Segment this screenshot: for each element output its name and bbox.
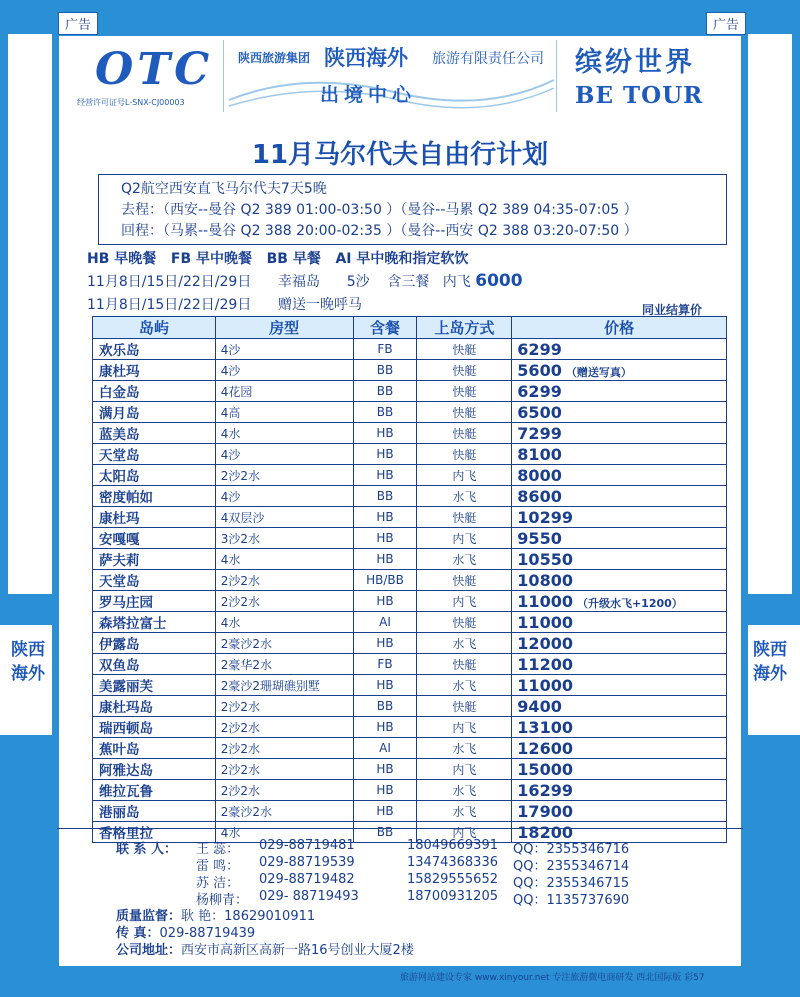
price-value: 13100 (517, 717, 573, 737)
contact-name: 雷 鸣： (196, 859, 240, 874)
table-row (93, 675, 727, 696)
transfer-cell: 快艇 (417, 696, 512, 717)
price-cell (512, 801, 727, 822)
price-value: 12000 (517, 633, 573, 653)
table-header-row (93, 317, 727, 339)
price-value: 12600 (517, 738, 573, 758)
meal-cell: HB (353, 591, 417, 612)
transfer-cell: 水飞 (417, 780, 512, 801)
price-value: 10800 (517, 570, 573, 590)
meal-cell: BB (353, 402, 417, 423)
table-row (93, 381, 727, 402)
price-cell (512, 465, 727, 486)
price-cell (512, 738, 727, 759)
transfer-cell: 内飞 (417, 465, 512, 486)
meal-cell: FB (353, 654, 417, 675)
price-cell (512, 444, 727, 465)
contact-mobile: 18700931205 (407, 889, 498, 904)
side-label-left: 陕西海外 (11, 640, 45, 684)
room-cell: 2沙2水 (215, 780, 353, 801)
transfer-cell: 水飞 (417, 633, 512, 654)
room-cell: 4沙 (215, 444, 353, 465)
price-table (92, 316, 727, 843)
table-row (93, 444, 727, 465)
ad-label-right: 广告 (706, 12, 746, 35)
room-cell: 4花园 (215, 381, 353, 402)
island-cell: 维拉瓦鲁 (93, 780, 216, 801)
price-cell (512, 696, 727, 717)
meal-cell: HB (353, 549, 417, 570)
price-cell (512, 675, 727, 696)
island-cell: 伊露岛 (93, 633, 216, 654)
room-cell: 4沙 (215, 339, 353, 360)
flight-summary: Q2航空西安直飞马尔代夫7天5晚 (121, 181, 327, 197)
meal-cell: HB/BB (353, 570, 417, 591)
table-row (93, 654, 727, 675)
island-cell: 安嘎嘎 (93, 528, 216, 549)
license-number: 经营许可证号L-SNX-CJ00003 (77, 98, 185, 107)
transfer-cell: 快艇 (417, 570, 512, 591)
left-side-panel (8, 34, 52, 594)
room-cell: 2豪沙2珊瑚礁别墅 (215, 675, 353, 696)
room-cell: 2豪沙2水 (215, 633, 353, 654)
room-cell: 4双层沙 (215, 507, 353, 528)
price-cell (512, 402, 727, 423)
price-cell (512, 507, 727, 528)
return-flight: 回程：（马累--曼谷 Q2 388 20:00-02:35 ）（曼谷--西安 Q2 388 03:20-07:50 ） (121, 223, 638, 239)
contact-qq: QQ：2355346716 (513, 842, 630, 857)
room-cell: 4水 (215, 822, 353, 843)
island-cell: 美露丽芙 (93, 675, 216, 696)
price-value: 6299 (517, 381, 562, 401)
ad-label-left: 广告 (58, 12, 98, 35)
group-name: 陕西旅游集团 (238, 51, 311, 65)
table-row (93, 759, 727, 780)
departure-offer-1 (87, 271, 523, 291)
table-row (93, 591, 727, 612)
table-row (93, 801, 727, 822)
price-cell (512, 423, 727, 444)
price-cell (512, 633, 727, 654)
footer: 旅游网站建设专家 www.xinyour.net 专注旅游微电商研发 西北国际版 彩57 (400, 973, 705, 983)
room-cell: 2沙2水 (215, 696, 353, 717)
room-cell: 4沙 (215, 486, 353, 507)
transfer-cell: 快艇 (417, 423, 512, 444)
transfer-cell: 快艇 (417, 402, 512, 423)
transfer-cell: 内飞 (417, 591, 512, 612)
meal-cell: HB (353, 423, 417, 444)
table-row (93, 612, 727, 633)
price-value: 16299 (517, 780, 573, 800)
table-row (93, 738, 727, 759)
table-row (93, 696, 727, 717)
contact-mobile: 13474368336 (407, 855, 498, 870)
quality-supervision: 质量监督：耿 艳：18629010911 (116, 909, 316, 924)
room-cell: 2沙2水 (215, 570, 353, 591)
room-cell: 4高 (215, 402, 353, 423)
price-cell (512, 570, 727, 591)
table-row (93, 633, 727, 654)
price-cell (512, 612, 727, 633)
header-room: 房型 (215, 317, 353, 339)
meal-cell: BB (353, 696, 417, 717)
room-cell: 2豪华2水 (215, 654, 353, 675)
price-value: 8100 (517, 444, 562, 464)
meal-cell: HB (353, 507, 417, 528)
price-value: 6299 (517, 339, 562, 359)
table-row (93, 402, 727, 423)
island-cell: 天堂岛 (93, 444, 216, 465)
fax: 传 真：029-88719439 (116, 926, 256, 941)
island-cell: 满月岛 (93, 402, 216, 423)
island-cell: 康杜玛 (93, 507, 216, 528)
price-cell (512, 360, 727, 381)
room-cell: 4水 (215, 612, 353, 633)
island-cell: 港丽岛 (93, 801, 216, 822)
meal-cell: HB (353, 633, 417, 654)
table-row (93, 465, 727, 486)
meal-cell: HB (353, 528, 417, 549)
transfer-cell: 水飞 (417, 801, 512, 822)
room-cell: 2沙2水 (215, 465, 353, 486)
price-value: 15000 (517, 759, 573, 779)
transfer-cell: 快艇 (417, 360, 512, 381)
transfer-cell: 快艇 (417, 507, 512, 528)
price-cell (512, 717, 727, 738)
transfer-cell: 内飞 (417, 717, 512, 738)
price-value: 10299 (517, 507, 573, 527)
transfer-cell: 内飞 (417, 528, 512, 549)
transfer-cell: 水飞 (417, 549, 512, 570)
island-cell: 天堂岛 (93, 570, 216, 591)
contact-mobile: 18049669391 (407, 838, 498, 853)
right-side-panel (748, 34, 792, 594)
contact-qq: QQ：2355346715 (513, 876, 630, 891)
departure-offer-text: 11月8日/15日/22日/29日 幸福岛 5沙 含三餐 内飞 (87, 274, 476, 290)
price-value: 9550 (517, 528, 562, 548)
header-island: 岛屿 (93, 317, 216, 339)
contact-label: 联 系 人： (116, 842, 178, 857)
price-value: 11000 (517, 591, 573, 611)
room-cell: 4水 (215, 423, 353, 444)
contact-qq: QQ：1135737690 (513, 893, 630, 908)
island-cell: 欢乐岛 (93, 339, 216, 360)
table-row (93, 528, 727, 549)
price-cell (512, 759, 727, 780)
table-row (93, 507, 727, 528)
price-value: 11200 (517, 654, 573, 674)
price-cell (512, 486, 727, 507)
room-cell: 3沙2水 (215, 528, 353, 549)
contact-phone: 029- 88719493 (259, 889, 359, 904)
island-cell: 双鱼岛 (93, 654, 216, 675)
island-cell: 森塔拉富士 (93, 612, 216, 633)
room-cell: 2沙2水 (215, 738, 353, 759)
contact-section (57, 828, 743, 962)
transfer-cell: 水飞 (417, 738, 512, 759)
meal-cell: HB (353, 465, 417, 486)
island-cell: 白金岛 (93, 381, 216, 402)
room-cell: 2沙2水 (215, 717, 353, 738)
transfer-cell: 水飞 (417, 675, 512, 696)
contact-name: 苏 洁： (196, 876, 240, 891)
transfer-cell: 快艇 (417, 444, 512, 465)
price-note: （赠送写真） (565, 365, 632, 379)
transfer-cell: 快艇 (417, 381, 512, 402)
side-label-right: 陕西海外 (753, 640, 787, 684)
header-price: 价格 (512, 317, 727, 339)
table-row (93, 570, 727, 591)
contact-name: 王 蕊： (196, 842, 240, 857)
price-cell (512, 339, 727, 360)
header (57, 34, 743, 120)
price-value: 6500 (517, 402, 562, 422)
price-value: 10550 (517, 549, 573, 569)
island-cell: 阿雅达岛 (93, 759, 216, 780)
table-row (93, 717, 727, 738)
room-cell: 2豪沙2水 (215, 801, 353, 822)
price-value: 17900 (517, 801, 573, 821)
room-cell: 4沙 (215, 360, 353, 381)
page-title: 11月马尔代夫自由行计划 (251, 140, 549, 170)
price-value: 11000 (517, 675, 573, 695)
departure-offer-price: 6000 (475, 271, 523, 291)
transfer-cell: 快艇 (417, 339, 512, 360)
meal-cell: BB (353, 486, 417, 507)
island-cell: 瑞西顿岛 (93, 717, 216, 738)
table-row (93, 339, 727, 360)
meal-legend: HB 早晚餐 FB 早中晚餐 BB 早餐 AI 早中晚和指定软饮 (87, 251, 469, 267)
contact-name: 杨柳青： (196, 893, 249, 908)
price-cell (512, 528, 727, 549)
header-transfer: 上岛方式 (417, 317, 512, 339)
outbound-flight: 去程：（西安--曼谷 Q2 389 01:00-03:50 ）（曼谷--马累 Q2 389 04:35-07:05 ） (121, 202, 638, 218)
meal-cell: HB (353, 801, 417, 822)
island-cell: 康杜玛 (93, 360, 216, 381)
contact-phone: 029-88719481 (259, 838, 355, 853)
peer-price-label: 同业结算价 (642, 303, 703, 317)
price-cell (512, 591, 727, 612)
department-name: 出境中心 (320, 84, 417, 106)
brand-english: BE TOUR (575, 82, 704, 109)
header-meal: 含餐 (353, 317, 417, 339)
contact-qq: QQ：2355346714 (513, 859, 630, 874)
price-value: 11000 (517, 612, 573, 632)
price-cell (512, 549, 727, 570)
price-value: 7299 (517, 423, 562, 443)
room-cell: 2沙2水 (215, 591, 353, 612)
table-row (93, 780, 727, 801)
transfer-cell: 内飞 (417, 759, 512, 780)
price-value: 5600 (517, 360, 562, 380)
meal-cell: BB (353, 822, 417, 843)
brand-chinese: 缤纷世界 (575, 47, 695, 78)
meal-cell: AI (353, 738, 417, 759)
company-name: 陕西海外 (324, 45, 408, 70)
contact-phone: 029-88719539 (259, 855, 355, 870)
company-banner (223, 40, 557, 112)
transfer-cell: 快艇 (417, 654, 512, 675)
price-value: 8000 (517, 465, 562, 485)
island-cell: 密度帕如 (93, 486, 216, 507)
island-cell: 太阳岛 (93, 465, 216, 486)
table-row (93, 549, 727, 570)
company-suffix: 旅游有限责任公司 (432, 51, 544, 67)
room-cell: 4水 (215, 549, 353, 570)
price-cell (512, 780, 727, 801)
meal-cell: HB (353, 717, 417, 738)
contact-phone: 029-88719482 (259, 872, 355, 887)
meal-cell: HB (353, 759, 417, 780)
meal-cell: BB (353, 360, 417, 381)
table-row (93, 486, 727, 507)
transfer-cell: 内飞 (417, 822, 512, 843)
table-row (93, 360, 727, 381)
island-cell: 康杜玛岛 (93, 696, 216, 717)
price-value: 8600 (517, 486, 562, 506)
price-value: 18200 (517, 822, 573, 842)
island-cell: 香格里拉 (93, 822, 216, 843)
room-cell: 2沙2水 (215, 759, 353, 780)
meal-cell: HB (353, 444, 417, 465)
meal-cell: BB (353, 381, 417, 402)
price-cell (512, 654, 727, 675)
transfer-cell: 快艇 (417, 612, 512, 633)
island-cell: 蓝美岛 (93, 423, 216, 444)
contact-mobile: 15829555652 (407, 872, 498, 887)
price-note: （升级水飞+1200） (576, 596, 683, 610)
meal-cell: HB (353, 675, 417, 696)
island-cell: 蕉叶岛 (93, 738, 216, 759)
flight-info-box (98, 174, 727, 245)
price-value: 9400 (517, 696, 562, 716)
meal-cell: AI (353, 612, 417, 633)
price-cell (512, 381, 727, 402)
departure-offer-2: 11月8日/15日/22日/29日 赠送一晚呼马 (87, 297, 363, 313)
island-cell: 萨夫莉 (93, 549, 216, 570)
island-cell: 罗马庄园 (93, 591, 216, 612)
otc-logo: OTC (95, 44, 214, 95)
company-address: 公司地址：西安市高新区高新一路16号创业大厦2楼 (116, 943, 414, 958)
meal-cell: HB (353, 780, 417, 801)
table-row (93, 423, 727, 444)
meal-cell: FB (353, 339, 417, 360)
transfer-cell: 水飞 (417, 486, 512, 507)
